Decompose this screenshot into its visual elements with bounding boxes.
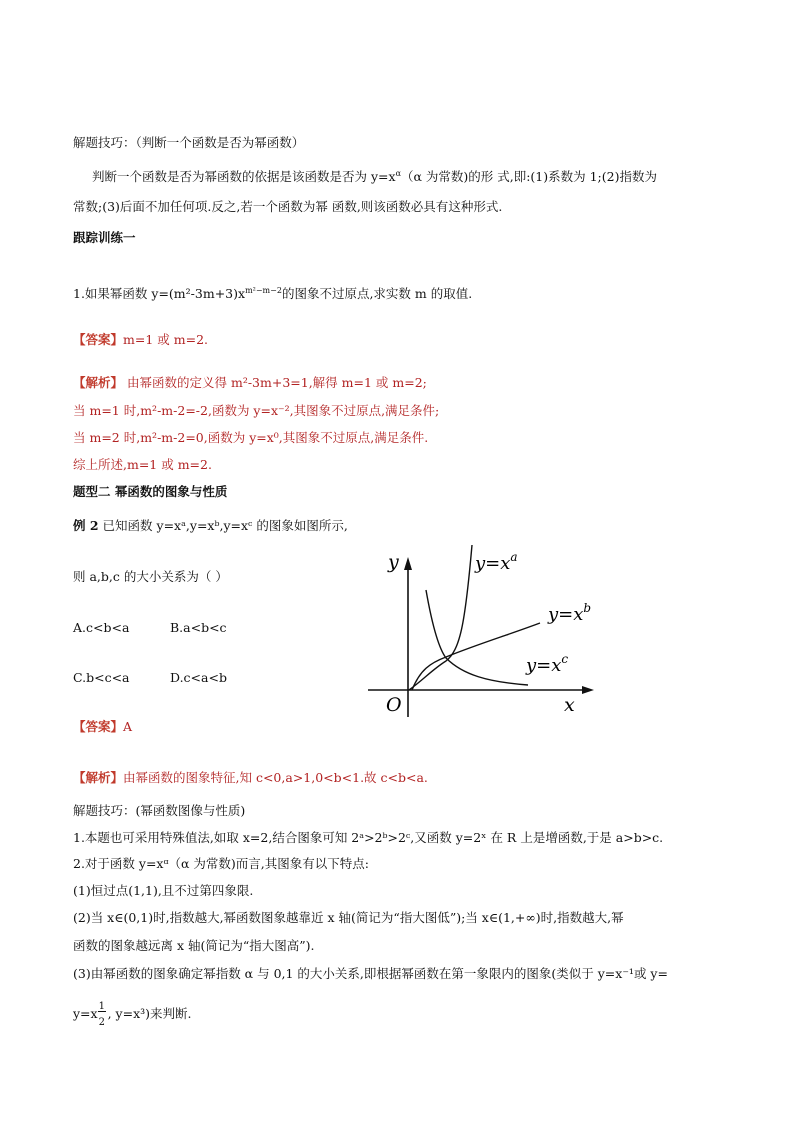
tip2-title: 解题技巧：(幂函数图像与性质) xyxy=(73,803,246,818)
practice-analysis-line3: 当 m=2 时,m²-m-2=0,函数为 y=x⁰,其图象不过原点,满足条件. xyxy=(73,430,429,445)
practice-answer: 【答案】m=1 或 m=2. xyxy=(73,332,208,347)
tip2-line7: y=x $\frac{1}{2}$ , y=x³)来判断. xyxy=(73,1001,192,1028)
curve-c xyxy=(426,590,528,685)
practice-analysis-line1: 【解析】 由幂函数的定义得 m²-3m+3=1,解得 m=1 或 m=2; xyxy=(73,375,427,390)
type2-title: 题型二 幂函数的图象与性质 xyxy=(73,484,228,499)
x-axis-label: x xyxy=(564,694,575,716)
option-c: C.b<c<a xyxy=(73,670,130,685)
tip2-line1: 1.本题也可采用特殊值法,如取 x=2,结合图象可知 2ᵃ>2ᵇ>2ᶜ,又函数 y=2ˣ 在 R 上是增函数,于是 a>b>c. xyxy=(73,830,664,845)
practice-analysis-line2: 当 m=1 时,m²-m-2=-2,函数为 y=x⁻²,其图象不过原点,满足条件; xyxy=(73,403,440,418)
tip1-title: 解题技巧：（判断一个函数是否为幂函数） xyxy=(73,135,305,150)
practice-title: 跟踪训练一 xyxy=(73,230,136,245)
tip1-paragraph-line2: 常数;(3)后面不加任何项.反之,若一个函数为幂 函数,则该函数必具有这种形式. xyxy=(73,199,503,214)
x-axis-arrow xyxy=(582,686,594,694)
curve-a-label: $y=x^a$ xyxy=(475,550,518,574)
curve-b-label: $y=x^b$ xyxy=(548,601,592,625)
example-analysis: 【解析】由幂函数的图象特征,知 c<0,a>1,0<b<1.故 c<b<a. xyxy=(73,770,428,785)
example-question: 则 a,b,c 的大小关系为（ ） xyxy=(73,569,228,584)
example2: 例 2 已知函数 y=xᵃ,y=xᵇ,y=xᶜ 的图象如图所示, xyxy=(73,518,348,533)
tip2-line5: 函数的图象越远离 x 轴(简记为“指大图高”). xyxy=(73,938,315,953)
practice-analysis-line4: 综上所述,m=1 或 m=2. xyxy=(73,457,212,472)
tip1-paragraph-line1: 判断一个函数是否为幂函数的依据是该函数是否为 $y=x^\alpha(\alpha$ 为常数)的形 式,即:(1)系数为 1;(2)指数为 xyxy=(92,169,657,184)
tip2-line4: (2)当 x∈(0,1)时,指数越大,幂函数图象越靠近 x 轴(简记为“指大图低”);当 x∈(1,+∞)时,指数越大,幂 xyxy=(73,910,624,925)
tip2-line2: 2.对于函数 y=xᵅ（α 为常数)而言,其图象有以下特点: xyxy=(73,856,369,871)
curve-c-label: $y=x^c$ xyxy=(526,652,569,676)
practice-question: 1.如果幂函数 $y=(m^2-3m+3)x^{m^2-m-2}$的图象不过原点,求实数 m 的取值. xyxy=(73,286,473,301)
power-function-graph xyxy=(368,545,600,720)
tip2-line6: (3)由幂函数的图象确定幂指数 α 与 0,1 的大小关系,即根据幂函数在第一象限内的图象(类似于 y=x⁻¹或 y= xyxy=(73,966,668,981)
origin-label: O xyxy=(386,694,402,716)
y-axis-arrow xyxy=(404,557,412,570)
y-axis-label: y xyxy=(388,551,399,573)
option-a: A.c<b<a xyxy=(73,620,130,635)
curve-a xyxy=(409,545,472,690)
curve-b xyxy=(412,623,540,690)
option-d: D.c<a<b xyxy=(170,670,227,685)
tip2-line3: (1)恒过点(1,1),且不过第四象限. xyxy=(73,883,254,898)
option-b: B.a<b<c xyxy=(170,620,227,635)
example-answer: 【答案】A xyxy=(73,719,133,734)
